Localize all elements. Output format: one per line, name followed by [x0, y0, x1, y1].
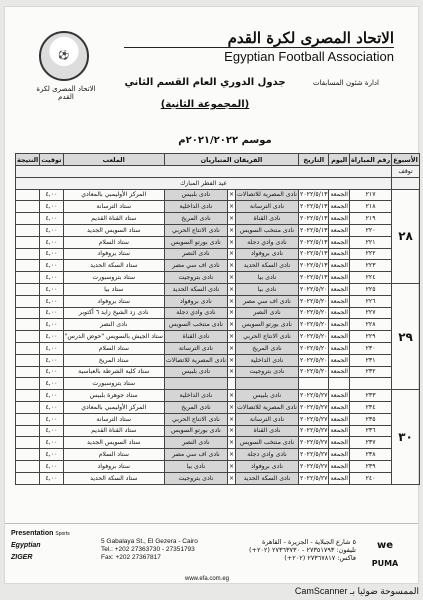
result-cell — [16, 307, 40, 319]
match-row — [16, 272, 420, 284]
document-page — [4, 6, 419, 584]
stadium: ستاد السكة الحديد — [63, 260, 164, 272]
home-team: نادى الترسانة — [235, 201, 298, 213]
home-team: نادى الانتاج الحربي — [235, 331, 298, 343]
match-number: ٢٣٥ — [349, 413, 391, 425]
website-link[interactable]: www.efa.com.eg — [185, 576, 230, 582]
match-number: ٢٣٠ — [349, 342, 391, 354]
stadium: ستاد السلام — [63, 342, 164, 354]
col-time: توقيت — [41, 155, 62, 164]
address-english: 5 Gabalaya St., El Gezera - Cairo Tel.: +202 27363730 - 27351793 Fax: +202 27367817 — [101, 538, 198, 561]
result-cell — [16, 189, 40, 201]
match-date: ٢٠٢٢/٥/٢٠ — [299, 342, 329, 354]
home-team: نادى بلبيس — [235, 390, 298, 402]
match-number: ٢٣٨ — [349, 449, 391, 461]
vs-marker: × — [227, 248, 235, 260]
kickoff-time: ٤,٠٠ — [40, 378, 63, 390]
match-day: الجمعة — [329, 342, 349, 354]
match-day: الجمعة — [329, 425, 349, 437]
match-row — [16, 319, 420, 331]
home-team: نادى بروفواد — [235, 248, 298, 260]
away-team: نادى اف سي مصر — [164, 449, 227, 461]
match-number: ٢٣٧ — [349, 437, 391, 449]
vs-marker: × — [227, 307, 235, 319]
match-number: ٢٣٣ — [349, 390, 391, 402]
match-day: الجمعة — [329, 201, 349, 213]
match-date: ٢٠٢٢/٥/١٣ — [299, 201, 329, 213]
kickoff-time: ٤,٠٠ — [40, 283, 63, 295]
match-day — [329, 378, 349, 390]
vs-marker: × — [227, 437, 235, 449]
away-team: نادى بورتو السويس — [164, 425, 227, 437]
result-cell — [16, 213, 40, 225]
away-team: نادى اف سي مصر — [164, 260, 227, 272]
vs-marker: × — [227, 283, 235, 295]
match-row — [16, 248, 420, 260]
match-row — [16, 295, 420, 307]
kickoff-time: ٤,٠٠ — [40, 213, 63, 225]
kickoff-time: ٤,٠٠ — [40, 319, 63, 331]
match-row — [16, 236, 420, 248]
match-day: الجمعة — [329, 189, 349, 201]
vs-marker: × — [227, 449, 235, 461]
round-number: ٣٠ — [392, 390, 420, 484]
home-team: نادى النصر — [235, 307, 298, 319]
match-date: ٢٠٢٢/٥/١٣ — [299, 189, 329, 201]
kickoff-time: ٤,٠٠ — [40, 449, 63, 461]
vs-marker: × — [227, 295, 235, 307]
home-team: نادى بروفواد — [235, 460, 298, 472]
match-number: ٢٢٦ — [349, 295, 391, 307]
match-date: ٢٠٢٢/٥/٢٧ — [299, 413, 329, 425]
document-footer — [5, 523, 418, 585]
stadium: ستاد بروفواد — [63, 295, 164, 307]
away-team: نادى الداخلية — [164, 201, 227, 213]
kickoff-time: ٤,٠٠ — [40, 307, 63, 319]
vs-marker: × — [227, 413, 235, 425]
result-cell — [16, 319, 40, 331]
kickoff-time: ٤,٠٠ — [40, 189, 63, 201]
match-day: الجمعة — [329, 331, 349, 343]
kickoff-time: ٤,٠٠ — [40, 295, 63, 307]
stadium: المركز الأوليمبي بالمعادي — [63, 401, 164, 413]
away-team — [164, 378, 227, 390]
kickoff-time: ٤,٠٠ — [40, 224, 63, 236]
home-team: نادى القناة — [235, 425, 298, 437]
home-team — [235, 378, 298, 390]
match-day: الجمعة — [329, 366, 349, 378]
result-cell — [16, 283, 40, 295]
match-number: ٢٢١ — [349, 236, 391, 248]
match-day: الجمعة — [329, 260, 349, 272]
match-number: ٢٢٥ — [349, 283, 391, 295]
stadium: ستاد السلام — [63, 236, 164, 248]
match-day: الجمعة — [329, 319, 349, 331]
kickoff-time: ٤,٠٠ — [40, 342, 63, 354]
vs-marker: × — [227, 236, 235, 248]
match-date: ٢٠٢٢/٥/٢٧ — [299, 401, 329, 413]
vs-marker: × — [227, 472, 235, 484]
stop-row — [16, 166, 420, 178]
away-team: نادى الانتاج الحربي — [164, 224, 227, 236]
away-team: نادى بتروجيت — [164, 472, 227, 484]
match-day: الجمعة — [329, 472, 349, 484]
vs-marker — [227, 378, 235, 390]
away-team: نادى بروفواد — [164, 295, 227, 307]
stadium: ستاد السويس الجديد — [63, 224, 164, 236]
match-date: ٢٠٢٢/٥/٢٧ — [299, 472, 329, 484]
match-row — [16, 437, 420, 449]
stadium: ستاد بيا — [63, 283, 164, 295]
result-cell — [16, 295, 40, 307]
vs-marker: × — [227, 319, 235, 331]
match-row — [16, 366, 420, 378]
result-cell — [16, 342, 40, 354]
stadium: ستاد جوهرة بلبيس — [63, 390, 164, 402]
match-row — [16, 342, 420, 354]
home-team: نادى السكة الحديد — [235, 472, 298, 484]
col-teams: الفريقان المتباريان — [164, 154, 298, 166]
home-team: نادى بورتو السويس — [235, 319, 298, 331]
away-team: نادى بلبيس — [164, 366, 227, 378]
group-label: (المجموعة الثانية) — [160, 99, 250, 110]
season-label: موسم ٢٠٢١/٢٠٢٢م — [178, 135, 272, 146]
match-day: الجمعة — [329, 272, 349, 284]
header-divider — [124, 47, 394, 48]
match-day: الجمعة — [329, 449, 349, 461]
match-date: ٢٠٢٢/٥/١٣ — [299, 224, 329, 236]
match-number: ٢٣٢ — [349, 366, 391, 378]
match-number: ٢٤٠ — [349, 472, 391, 484]
sponsor-presentation-tag: Sports — [55, 531, 70, 537]
kickoff-time: ٤,٠٠ — [40, 201, 63, 213]
vs-marker: × — [227, 354, 235, 366]
vs-marker: × — [227, 366, 235, 378]
home-team: نادى بيا — [235, 272, 298, 284]
away-team: نادى القناة — [164, 331, 227, 343]
result-cell — [16, 390, 40, 402]
match-row — [16, 354, 420, 366]
match-date: ٢٠٢٢/٥/٢٧ — [299, 390, 329, 402]
match-date: ٢٠٢٢/٥/١٣ — [299, 248, 329, 260]
home-team: نادى وادي دجلة — [235, 449, 298, 461]
kickoff-time: ٤,٠٠ — [40, 260, 63, 272]
stadium: ستاد المريخ — [63, 354, 164, 366]
stadium: ستاد القناة القديم — [63, 425, 164, 437]
home-team: نادى السكة الحديد — [235, 260, 298, 272]
vs-marker: × — [227, 342, 235, 354]
match-day: الجمعة — [329, 295, 349, 307]
stadium: ستاد بروفواد — [63, 248, 164, 260]
match-row — [16, 260, 420, 272]
home-team: نادى الترسانة — [235, 413, 298, 425]
vs-marker: × — [227, 272, 235, 284]
match-date: ٢٠٢٢/٥/١٣ — [299, 236, 329, 248]
address-arabic: ٥ شارع الجبلاية - الجزيرة - القاهرة تليفون: ٢٧٣٥١٧٩٣ - ٢٧٣٦٣٧٣٠ (٢٠٢+) فاكس: ٢٧٣٦٧٨١٧ (٢٠٢+) — [248, 538, 356, 562]
home-team: نادى المريخ — [235, 342, 298, 354]
home-team: نادى القناة — [235, 213, 298, 225]
vs-marker: × — [227, 189, 235, 201]
logo-caption: الاتحاد المصرى لكرة القدم — [36, 85, 96, 101]
match-row — [16, 331, 420, 343]
match-row — [16, 401, 420, 413]
away-team: نادى النصر — [164, 248, 227, 260]
stadium: ستاد الترسانة — [63, 201, 164, 213]
match-date: ٢٠٢٢/٥/١٣ — [299, 260, 329, 272]
result-cell — [16, 224, 40, 236]
match-day: الجمعة — [329, 213, 349, 225]
match-row — [16, 213, 420, 225]
home-team: نادى اف سي مصر — [235, 295, 298, 307]
col-round: الأسبوع — [393, 155, 418, 164]
vs-marker: × — [227, 224, 235, 236]
schedule-table — [15, 153, 420, 485]
round-number: ٢٩ — [392, 283, 420, 389]
match-number: ٢٣٦ — [349, 425, 391, 437]
kickoff-time: ٤,٠٠ — [40, 248, 63, 260]
match-row — [16, 460, 420, 472]
stadium: ستاد الجيش بالسويس "حوض الدرس" — [63, 331, 164, 343]
match-number: ٢٣٩ — [349, 460, 391, 472]
stadium: نادى زد الشيخ زايد ٦ أكتوبر — [63, 307, 164, 319]
match-number: ٢١٨ — [349, 201, 391, 213]
match-date: ٢٠٢٢/٥/١٣ — [299, 272, 329, 284]
kickoff-time: ٤,٠٠ — [40, 425, 63, 437]
match-number: ٢٢٩ — [349, 331, 391, 343]
match-number: ٢٢٤ — [349, 272, 391, 284]
match-row — [16, 189, 420, 201]
sponsor-puma: PUMA — [371, 559, 399, 568]
result-cell — [16, 331, 40, 343]
vs-marker: × — [227, 401, 235, 413]
match-date: ٢٠٢٢/٥/٢٧ — [299, 425, 329, 437]
result-cell — [16, 378, 40, 390]
department-name: ادارة شئون المسابقات — [313, 79, 379, 87]
vs-marker: × — [227, 213, 235, 225]
stadium: ستاد بتروسبورت — [63, 272, 164, 284]
stadium: نادى النصر — [63, 319, 164, 331]
match-row — [16, 472, 420, 484]
match-date: ٢٠٢٢/٥/٢٧ — [299, 460, 329, 472]
vs-marker: × — [227, 331, 235, 343]
match-number: ٢١٧ — [349, 189, 391, 201]
home-team: نادى بتروجيت — [235, 366, 298, 378]
col-result: النتيجة — [17, 155, 39, 164]
result-cell — [16, 449, 40, 461]
kickoff-time: ٤,٠٠ — [40, 472, 63, 484]
vs-marker: × — [227, 260, 235, 272]
match-number: ٢٢٧ — [349, 307, 391, 319]
away-team: نادى النصر — [164, 437, 227, 449]
match-date: ٢٠٢٢/٥/٢٠ — [299, 354, 329, 366]
footer-sponsors-right — [362, 540, 408, 568]
home-team: نادى وادي دجلة — [235, 236, 298, 248]
vs-marker: × — [227, 460, 235, 472]
home-team: نادى منتخب السويس — [235, 224, 298, 236]
stadium: ستاد السكة الحديد — [63, 472, 164, 484]
kickoff-time: ٤,٠٠ — [40, 401, 63, 413]
home-team: نادى المصرية للاتصالات — [235, 189, 298, 201]
match-number: ٢٢٠ — [349, 224, 391, 236]
table-header-row — [16, 154, 420, 166]
stadium: ستاد الترسانة — [63, 413, 164, 425]
eid-label: عيد الفطر المبارك — [16, 177, 392, 189]
match-date: ٢٠٢٢/٥/٢٠ — [299, 283, 329, 295]
stadium: ستاد القناة القديم — [63, 213, 164, 225]
away-team: نادى بتروجيت — [164, 272, 227, 284]
result-cell — [16, 425, 40, 437]
result-cell — [16, 354, 40, 366]
match-date — [299, 378, 329, 390]
efa-logo: ⚽ — [39, 31, 89, 81]
away-team: نادى المريخ — [164, 401, 227, 413]
match-row — [16, 390, 420, 402]
away-team: نادى بورتو السويس — [164, 236, 227, 248]
vs-marker: × — [227, 425, 235, 437]
match-day: الجمعة — [329, 224, 349, 236]
match-day: الجمعة — [329, 390, 349, 402]
schedule-body — [16, 166, 420, 485]
match-row — [16, 378, 420, 390]
stadium: ستاد السلام — [63, 449, 164, 461]
col-match-number: رقم المباراة — [350, 155, 391, 164]
match-date: ٢٠٢٢/٥/٢٠ — [299, 307, 329, 319]
col-stadium: الملعب — [63, 154, 164, 166]
result-cell — [16, 472, 40, 484]
away-team: نادى الانتاج الحربي — [164, 413, 227, 425]
stadium: المركز الأوليمبي بالمعادي — [63, 189, 164, 201]
stadium: ستاد بروفواد — [63, 460, 164, 472]
kickoff-time: ٤,٠٠ — [40, 366, 63, 378]
match-row — [16, 413, 420, 425]
match-number: ٢٢٣ — [349, 260, 391, 272]
vs-marker: × — [227, 390, 235, 402]
result-cell — [16, 236, 40, 248]
match-row — [16, 449, 420, 461]
match-date: ٢٠٢٢/٥/٢٠ — [299, 366, 329, 378]
kickoff-time: ٤,٠٠ — [40, 390, 63, 402]
away-team: نادى بيا — [164, 460, 227, 472]
away-team: نادى المصرية للاتصالات — [164, 354, 227, 366]
stadium: ستاد السويس الجديد — [63, 437, 164, 449]
match-day: الجمعة — [329, 437, 349, 449]
sponsor-ziger: ZIGER — [11, 554, 33, 561]
away-team: نادى منتخب السويس — [164, 319, 227, 331]
document-title: جدول الدوري العام القسم الثاني — [124, 77, 286, 88]
kickoff-time: ٤,٠٠ — [40, 437, 63, 449]
result-cell — [16, 437, 40, 449]
stadium: ستاد بتروسبورت — [63, 378, 164, 390]
away-team: نادى السكة الحديد — [164, 283, 227, 295]
result-cell — [16, 201, 40, 213]
kickoff-time: ٤,٠٠ — [40, 460, 63, 472]
org-name-english: Egyptian Football Association — [224, 49, 394, 64]
away-team: نادى الترسانة — [164, 342, 227, 354]
sponsor-we: we — [376, 540, 394, 551]
away-team: نادى المريخ — [164, 213, 227, 225]
result-cell — [16, 272, 40, 284]
col-day: اليوم — [329, 154, 349, 166]
result-cell — [16, 366, 40, 378]
match-day: الجمعة — [329, 401, 349, 413]
sponsor-egyptian: Egyptian — [11, 542, 41, 549]
kickoff-time: ٤,٠٠ — [40, 272, 63, 284]
result-cell — [16, 460, 40, 472]
kickoff-time: ٤,٠٠ — [40, 354, 63, 366]
vs-marker: × — [227, 201, 235, 213]
away-team: نادى وادي دجلة — [164, 307, 227, 319]
match-row — [16, 201, 420, 213]
kickoff-time: ٤,٠٠ — [40, 331, 63, 343]
match-day: الجمعة — [329, 283, 349, 295]
match-row — [16, 224, 420, 236]
match-row — [16, 283, 420, 295]
match-number — [349, 378, 391, 390]
match-day: الجمعة — [329, 236, 349, 248]
org-name-arabic: الاتحاد المصرى لكرة القدم — [227, 29, 394, 47]
match-number: ٢٢٨ — [349, 319, 391, 331]
match-row — [16, 425, 420, 437]
away-team: نادى الداخلية — [164, 390, 227, 402]
match-number: ٢٣٤ — [349, 401, 391, 413]
sponsor-presentation: Presentation — [11, 530, 54, 537]
away-team: نادى بلبيس — [164, 189, 227, 201]
match-day: الجمعة — [329, 354, 349, 366]
match-date: ٢٠٢٢/٥/٢٧ — [299, 437, 329, 449]
result-cell — [16, 401, 40, 413]
home-team: نادى منتخب السويس — [235, 437, 298, 449]
match-number: ٢٣١ — [349, 354, 391, 366]
match-date: ٢٠٢٢/٥/٢٠ — [299, 295, 329, 307]
stadium: ستاد كلية الشرطة بالعباسية — [63, 366, 164, 378]
col-date: التاريخ — [299, 154, 329, 166]
kickoff-time: ٤,٠٠ — [40, 236, 63, 248]
match-day: الجمعة — [329, 248, 349, 260]
eid-row — [16, 177, 420, 189]
match-date: ٢٠٢٢/٥/٢٠ — [299, 319, 329, 331]
stop-label: توقف — [392, 166, 420, 178]
match-number: ٢١٩ — [349, 213, 391, 225]
home-team: نادى المصرية للاتصالات — [235, 401, 298, 413]
match-date: ٢٠٢٢/٥/١٣ — [299, 213, 329, 225]
match-day: الجمعة — [329, 460, 349, 472]
result-cell — [16, 260, 40, 272]
round-number: ٢٨ — [392, 189, 420, 283]
match-date: ٢٠٢٢/٥/٢٠ — [299, 331, 329, 343]
home-team: نادى بيا — [235, 283, 298, 295]
result-cell — [16, 413, 40, 425]
footer-sponsors-left — [11, 530, 87, 561]
match-number: ٢٢٢ — [349, 248, 391, 260]
match-day: الجمعة — [329, 413, 349, 425]
camscanner-watermark: الممسوحة ضوئيا بـ CamScanner — [294, 586, 419, 596]
match-date: ٢٠٢٢/٥/٢٧ — [299, 449, 329, 461]
match-row — [16, 307, 420, 319]
result-cell — [16, 248, 40, 260]
match-day: الجمعة — [329, 307, 349, 319]
kickoff-time: ٤,٠٠ — [40, 413, 63, 425]
home-team: نادى الداخلية — [235, 354, 298, 366]
